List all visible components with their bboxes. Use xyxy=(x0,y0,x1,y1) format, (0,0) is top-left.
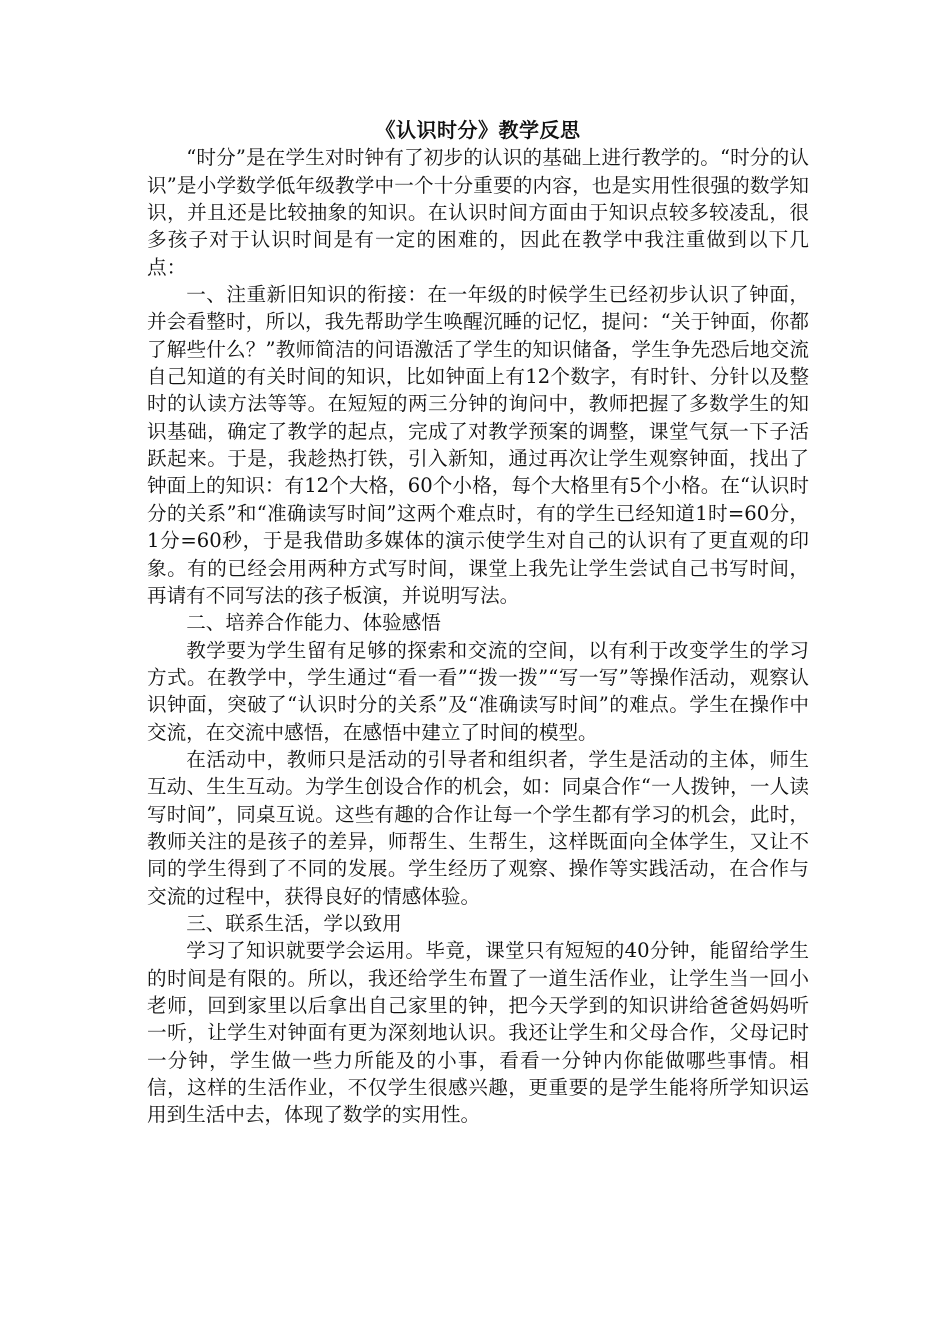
document-title: 《认识时分》教学反思 xyxy=(375,118,581,142)
paragraph-section-2a: 教学要为学生留有足够的探索和交流的空间，以有利于改变学生的学习方式。在教学中，学生通过“看一看”“拨一拨”“写一写”等操作活动，观察认识钟面，突破了“认识时分的关系”及“准确读写时间”的难点。学生在操作中交流，在交流中感悟，在感悟中建立了时间的模型。 xyxy=(147,638,809,744)
document-page xyxy=(147,117,809,1129)
paragraph-section-1: 一、注重新旧知识的衔接：在一年级的时候学生已经初步认识了钟面，并会看整时，所以，我先帮助学生唤醒沉睡的记忆，提问：“关于钟面，你都了解些什么？”教师简洁的问语激活了学生的知识储备，学生争先恐后地交流自己知道的有关时间的知识，比如钟面上有12个数字，有时针、分针以及整时的认读方法等等。在短短的两三分钟的询问中，教师把握了多数学生的知识基础，确定了教学的起点，完成了对教学预案的调整，课堂气氛一下子活跃起来。于是，我趁热打铁，引入新知，通过再次让学生观察钟面，找出了钟面上的知识：有12个大格，60个小格，每个大格里有5个小格。在“认识时分的关系”和“准确读写时间”这两个难点时，有的学生已经知道1时=60分，1分=60秒，于是我借助多媒体的演示使学生对自己的认识有了更直观的印象。有的已经会用两种方式写时间，课堂上我先让学生尝试自己书写时间，再请有不同写法的孩子板演，并说明写法。 xyxy=(147,283,809,607)
heading-section-2: 二、培养合作能力、体验感悟 xyxy=(186,611,441,635)
heading-section-3: 三、联系生活，学以致用 xyxy=(186,911,402,935)
paragraph-section-3: 学习了知识就要学会运用。毕竟，课堂只有短短的40分钟，能留给学生的时间是有限的。所以，我还给学生布置了一道生活作业，让学生当一回小老师，回到家里以后拿出自己家里的钟，把今天学到的知识讲给爸爸妈妈听一听，让学生对钟面有更为深刻地认识。我还让学生和父母合作，父母记时一分钟，学生做一些力所能及的小事，看看一分钟内你能做哪些事情。相信，这样的生活作业，不仅学生很感兴趣，更重要的是学生能将所学知识运用到生活中去，体现了数学的实用性。 xyxy=(147,939,809,1127)
paragraph-section-2b: 在活动中，教师只是活动的引导者和组织者，学生是活动的主体，师生互动、生生互动。为学生创设合作的机会，如：同桌合作“一人拨钟，一人读写时间”，同桌互说。这些有趣的合作让每一个学生都有学习的机会，此时，教师关注的是孩子的差异，师帮生、生帮生，这样既面向全体学生，又让不同的学生得到了不同的发展。学生经历了观察、操作等实践活动，在合作与交流的过程中，获得良好的情感体验。 xyxy=(147,747,809,908)
paragraph-intro: “时分”是在学生对时钟有了初步的认识的基础上进行教学的。“时分的认识”是小学数学低年级教学中一个十分重要的内容，也是实用性很强的数学知识，并且还是比较抽象的知识。在认识时间方面由于知识点较多较凌乱，很多孩子对于认识时间是有一定的困难的，因此在教学中我注重做到以下几点： xyxy=(147,146,809,279)
